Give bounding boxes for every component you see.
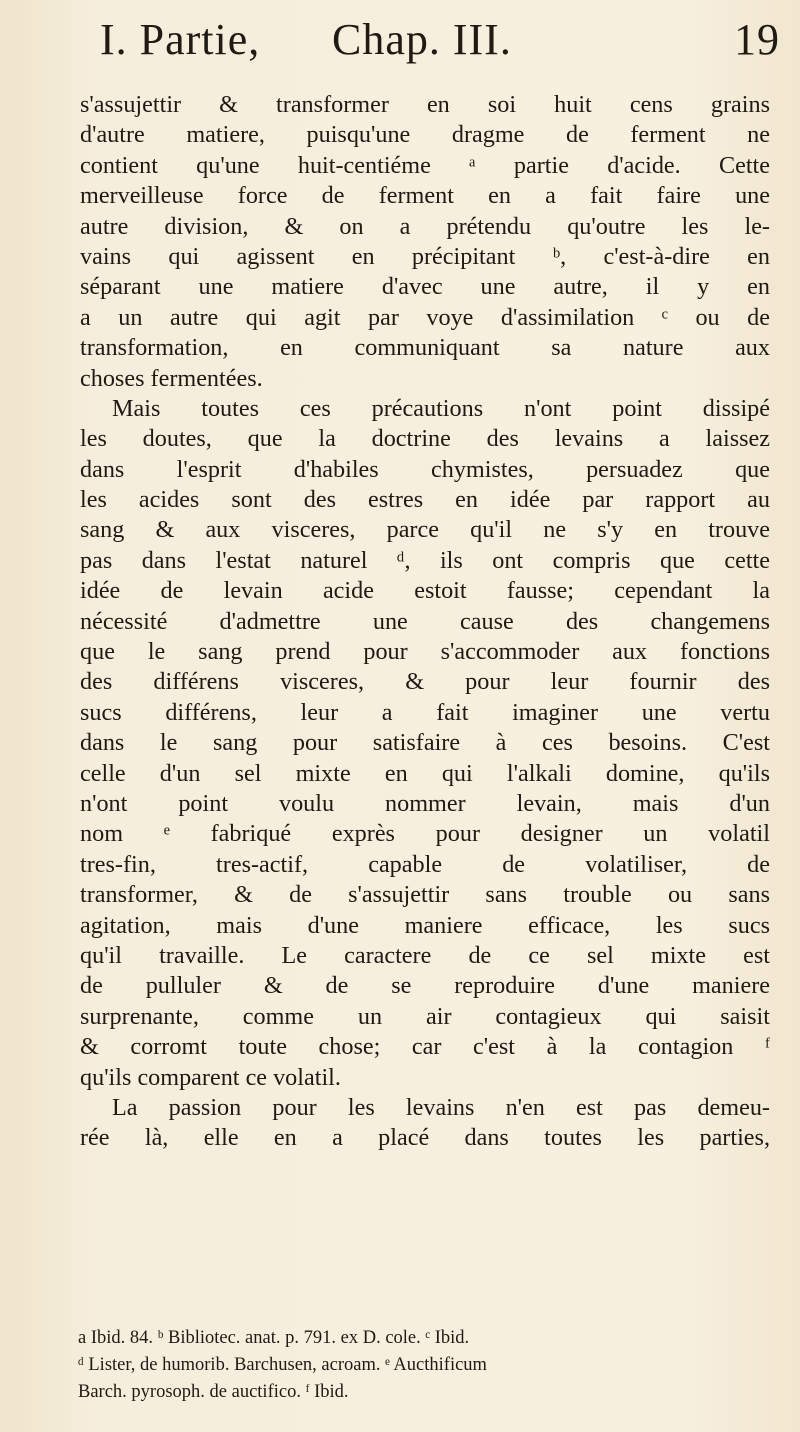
text-line: vains qui agissent en précipitant ᵇ, c'est-à-dire en (80, 242, 770, 270)
text-line: choses fermentées. (80, 364, 263, 392)
text-line: La passion pour les levains n'en est pas demeu- (112, 1093, 770, 1121)
text-line: dans l'esprit d'habiles chymistes, persuadez que (80, 455, 770, 483)
text-line: séparant une matiere d'avec une autre, il y en (80, 273, 770, 301)
text-line: n'ont point voulu nommer levain, mais d'un (80, 789, 770, 817)
text-line: pas dans l'estat naturel ᵈ, ils ont compris que cette (80, 546, 770, 574)
text-line: qu'il travaille. Le caractere de ce sel mixte est (80, 941, 770, 969)
page-number: 19 (734, 15, 780, 64)
text-line: transformation, en communiquant sa nature aux (80, 334, 770, 362)
text-line: autre division, & on a prétendu qu'outre les le- (80, 212, 770, 240)
text-line: dans le sang pour satisfaire à ces besoins. C'est (80, 729, 770, 757)
header-part: I. Partie, (100, 15, 261, 64)
text-line: sucs différens, leur a fait imaginer une vertu (80, 698, 770, 726)
text-line: celle d'un sel mixte en qui l'alkali domine, qu'ils (80, 759, 770, 787)
text-line: les doutes, que la doctrine des levains a laissez (80, 425, 770, 453)
footnote-line: a Ibid. 84. ᵇ Bibliotec. anat. p. 791. ex D. cole. ᶜ Ibid. (78, 1328, 470, 1348)
footnotes (78, 1325, 778, 1406)
body-text (80, 90, 770, 1154)
text-line: merveilleuse force de ferment en a fait faire une (80, 182, 770, 210)
text-line: agitation, mais d'une maniere efficace, les sucs (80, 911, 770, 939)
text-line: d'autre matiere, puisqu'une dragme de ferment ne (80, 121, 770, 149)
text-line: & corromt toute chose; car c'est à la contagion ᶠ (80, 1033, 770, 1061)
text-line: a un autre qui agit par voye d'assimilation ᶜ ou de (80, 303, 770, 331)
text-line: les acides sont des estres en idée par rapport au (80, 486, 770, 514)
running-header (100, 14, 780, 74)
text-line: s'assujettir & transformer en soi huit cens grains (80, 91, 770, 118)
text-line: de pulluler & de se reproduire d'une maniere (80, 972, 770, 1000)
text-line: nom ᵉ fabriqué exprès pour designer un volatil (80, 820, 770, 848)
text-line: que le sang prend pour s'accommoder aux fonctions (80, 638, 770, 666)
text-line: tres-fin, tres-actif, capable de volatiliser, de (80, 850, 770, 878)
text-line: nécessité d'admettre une cause des changemens (80, 607, 770, 635)
text-line: surprenante, comme un air contagieux qui saisit (80, 1002, 770, 1030)
header-chapter: Chap. III. (332, 15, 512, 64)
footnote-line: Barch. pyrosoph. de auctifico. ᶠ Ibid. (78, 1382, 349, 1402)
text-line: contient qu'une huit-centiéme ᵃ partie d'acide. Cette (80, 151, 770, 179)
text-line: rée là, elle en a placé dans toutes les parties, (80, 1124, 770, 1152)
text-line: des différens visceres, & pour leur fournir des (80, 668, 770, 696)
footnote-line: ᵈ Lister, de humorib. Barchusen, acroam. ᵉ Aucthificum (78, 1355, 487, 1375)
text-line: Mais toutes ces précautions n'ont point dissipé (112, 394, 770, 422)
text-line: idée de levain acide estoit fausse; cependant la (80, 577, 770, 605)
text-line: sang & aux visceres, parce qu'il ne s'y en trouve (80, 516, 770, 544)
text-line: transformer, & de s'assujettir sans trouble ou sans (80, 881, 770, 909)
text-line: qu'ils comparent ce volatil. (80, 1063, 341, 1091)
